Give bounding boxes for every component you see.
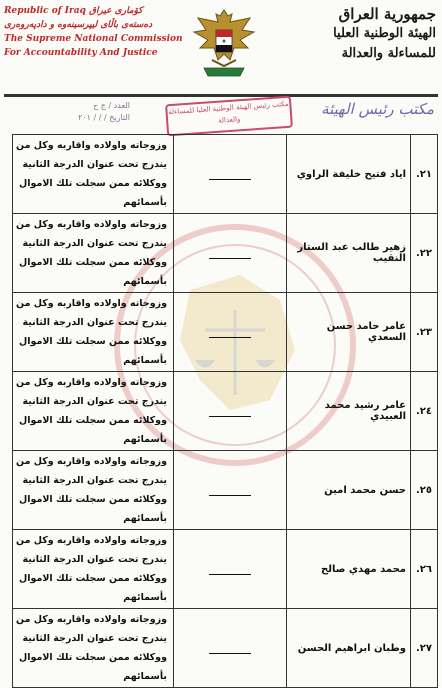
row-description: وزوجاته واولاده واقاربه وكل من يندرج تحت عنوان الدرجة الثانية ووكلائه ممن سجلت تلك الاموال بأسمائهم [13,609,174,688]
commission-ku: دەستەی باڵای لیپرسینەوە و دادپەروەری [4,20,153,30]
letterhead-right [276,4,436,64]
letterhead [0,0,442,92]
republic-en: Republic of Iraq [4,6,86,16]
reference-block [20,100,130,124]
dash-line [209,495,251,496]
names-table [12,134,438,688]
person-name: محمد مهدي صالح [287,530,411,609]
person-name: وطبان ابراهيم الحسن [287,609,411,688]
dash-line [209,574,251,575]
header-divider [4,94,438,97]
empty-field [174,293,287,372]
commission-en-line1: The Supreme National Commission [4,34,183,44]
reference-number: العدد / ج ح [93,101,130,110]
row-number: ٢١. [411,135,438,214]
person-name: عامر حامد حسن السعدي [287,293,411,372]
person-name: عامر رشيد محمد العبيدي [287,372,411,451]
republic-ar: جمهورية العراق [338,5,436,23]
dash-line [209,653,251,654]
table-row [13,530,438,609]
person-name: زهير طالب عبد الستار النقيب [287,214,411,293]
republic-label [4,4,184,18]
table-row [13,214,438,293]
row-description: وزوجاته واولاده واقاربه وكل من يندرج تحت عنوان الدرجة الثانية ووكلائه ممن سجلت تلك الاموال بأسمائهم [13,293,174,372]
row-description: وزوجاته واولاده واقاربه وكل من يندرج تحت عنوان الدرجة الثانية ووكلائه ممن سجلت تلك الاموال بأسمائهم [13,451,174,530]
empty-field [174,451,287,530]
table-row [13,293,438,372]
person-name: حسن محمد امين [287,451,411,530]
empty-field [174,135,287,214]
republic-ku: كۆماری عیراق [89,6,143,16]
dash-line [209,416,251,417]
office-title: مكتب رئيس الهيئة [321,100,434,118]
office-stamp: مكتب رئيس الهيئة الوطنية العليا للمساءلة والعدالة [165,96,293,137]
empty-field [174,609,287,688]
commission-ar-line1: الهيئة الوطنية العليا [333,26,436,41]
row-number: ٢٣. [411,293,438,372]
row-number: ٢٦. [411,530,438,609]
row-description: وزوجاته واولاده واقاربه وكل من يندرج تحت عنوان الدرجة الثانية ووكلائه ممن سجلت تلك الاموال بأسمائهم [13,135,174,214]
row-description: وزوجاته واولاده واقاربه وكل من يندرج تحت عنوان الدرجة الثانية ووكلائه ممن سجلت تلك الاموال بأسمائهم [13,372,174,451]
row-description: وزوجاته واولاده واقاربه وكل من يندرج تحت عنوان الدرجة الثانية ووكلائه ممن سجلت تلك الاموال بأسمائهم [13,214,174,293]
table-row [13,451,438,530]
empty-field [174,530,287,609]
row-number: ٢٥. [411,451,438,530]
empty-field [174,214,287,293]
row-number: ٢٤. [411,372,438,451]
row-number: ٢٢. [411,214,438,293]
row-description: وزوجاته واولاده واقاربه وكل من يندرج تحت عنوان الدرجة الثانية ووكلائه ممن سجلت تلك الاموال بأسمائهم [13,530,174,609]
table-row [13,135,438,214]
letterhead-left [4,4,184,60]
table-row [13,372,438,451]
dash-line [209,337,251,338]
empty-field [174,372,287,451]
table-row [13,609,438,688]
person-name: اياد فتيح خليفة الراوي [287,135,411,214]
dash-line [209,179,251,180]
reference-date: التاريخ / / / ٢٠١ [78,113,130,122]
commission-ar-line2: للمساءلة والعدالة [341,46,436,61]
dash-line [209,258,251,259]
eagle-emblem-icon [190,4,258,88]
row-number: ٢٧. [411,609,438,688]
commission-en-line2: For Accountability And Justice [4,48,158,58]
